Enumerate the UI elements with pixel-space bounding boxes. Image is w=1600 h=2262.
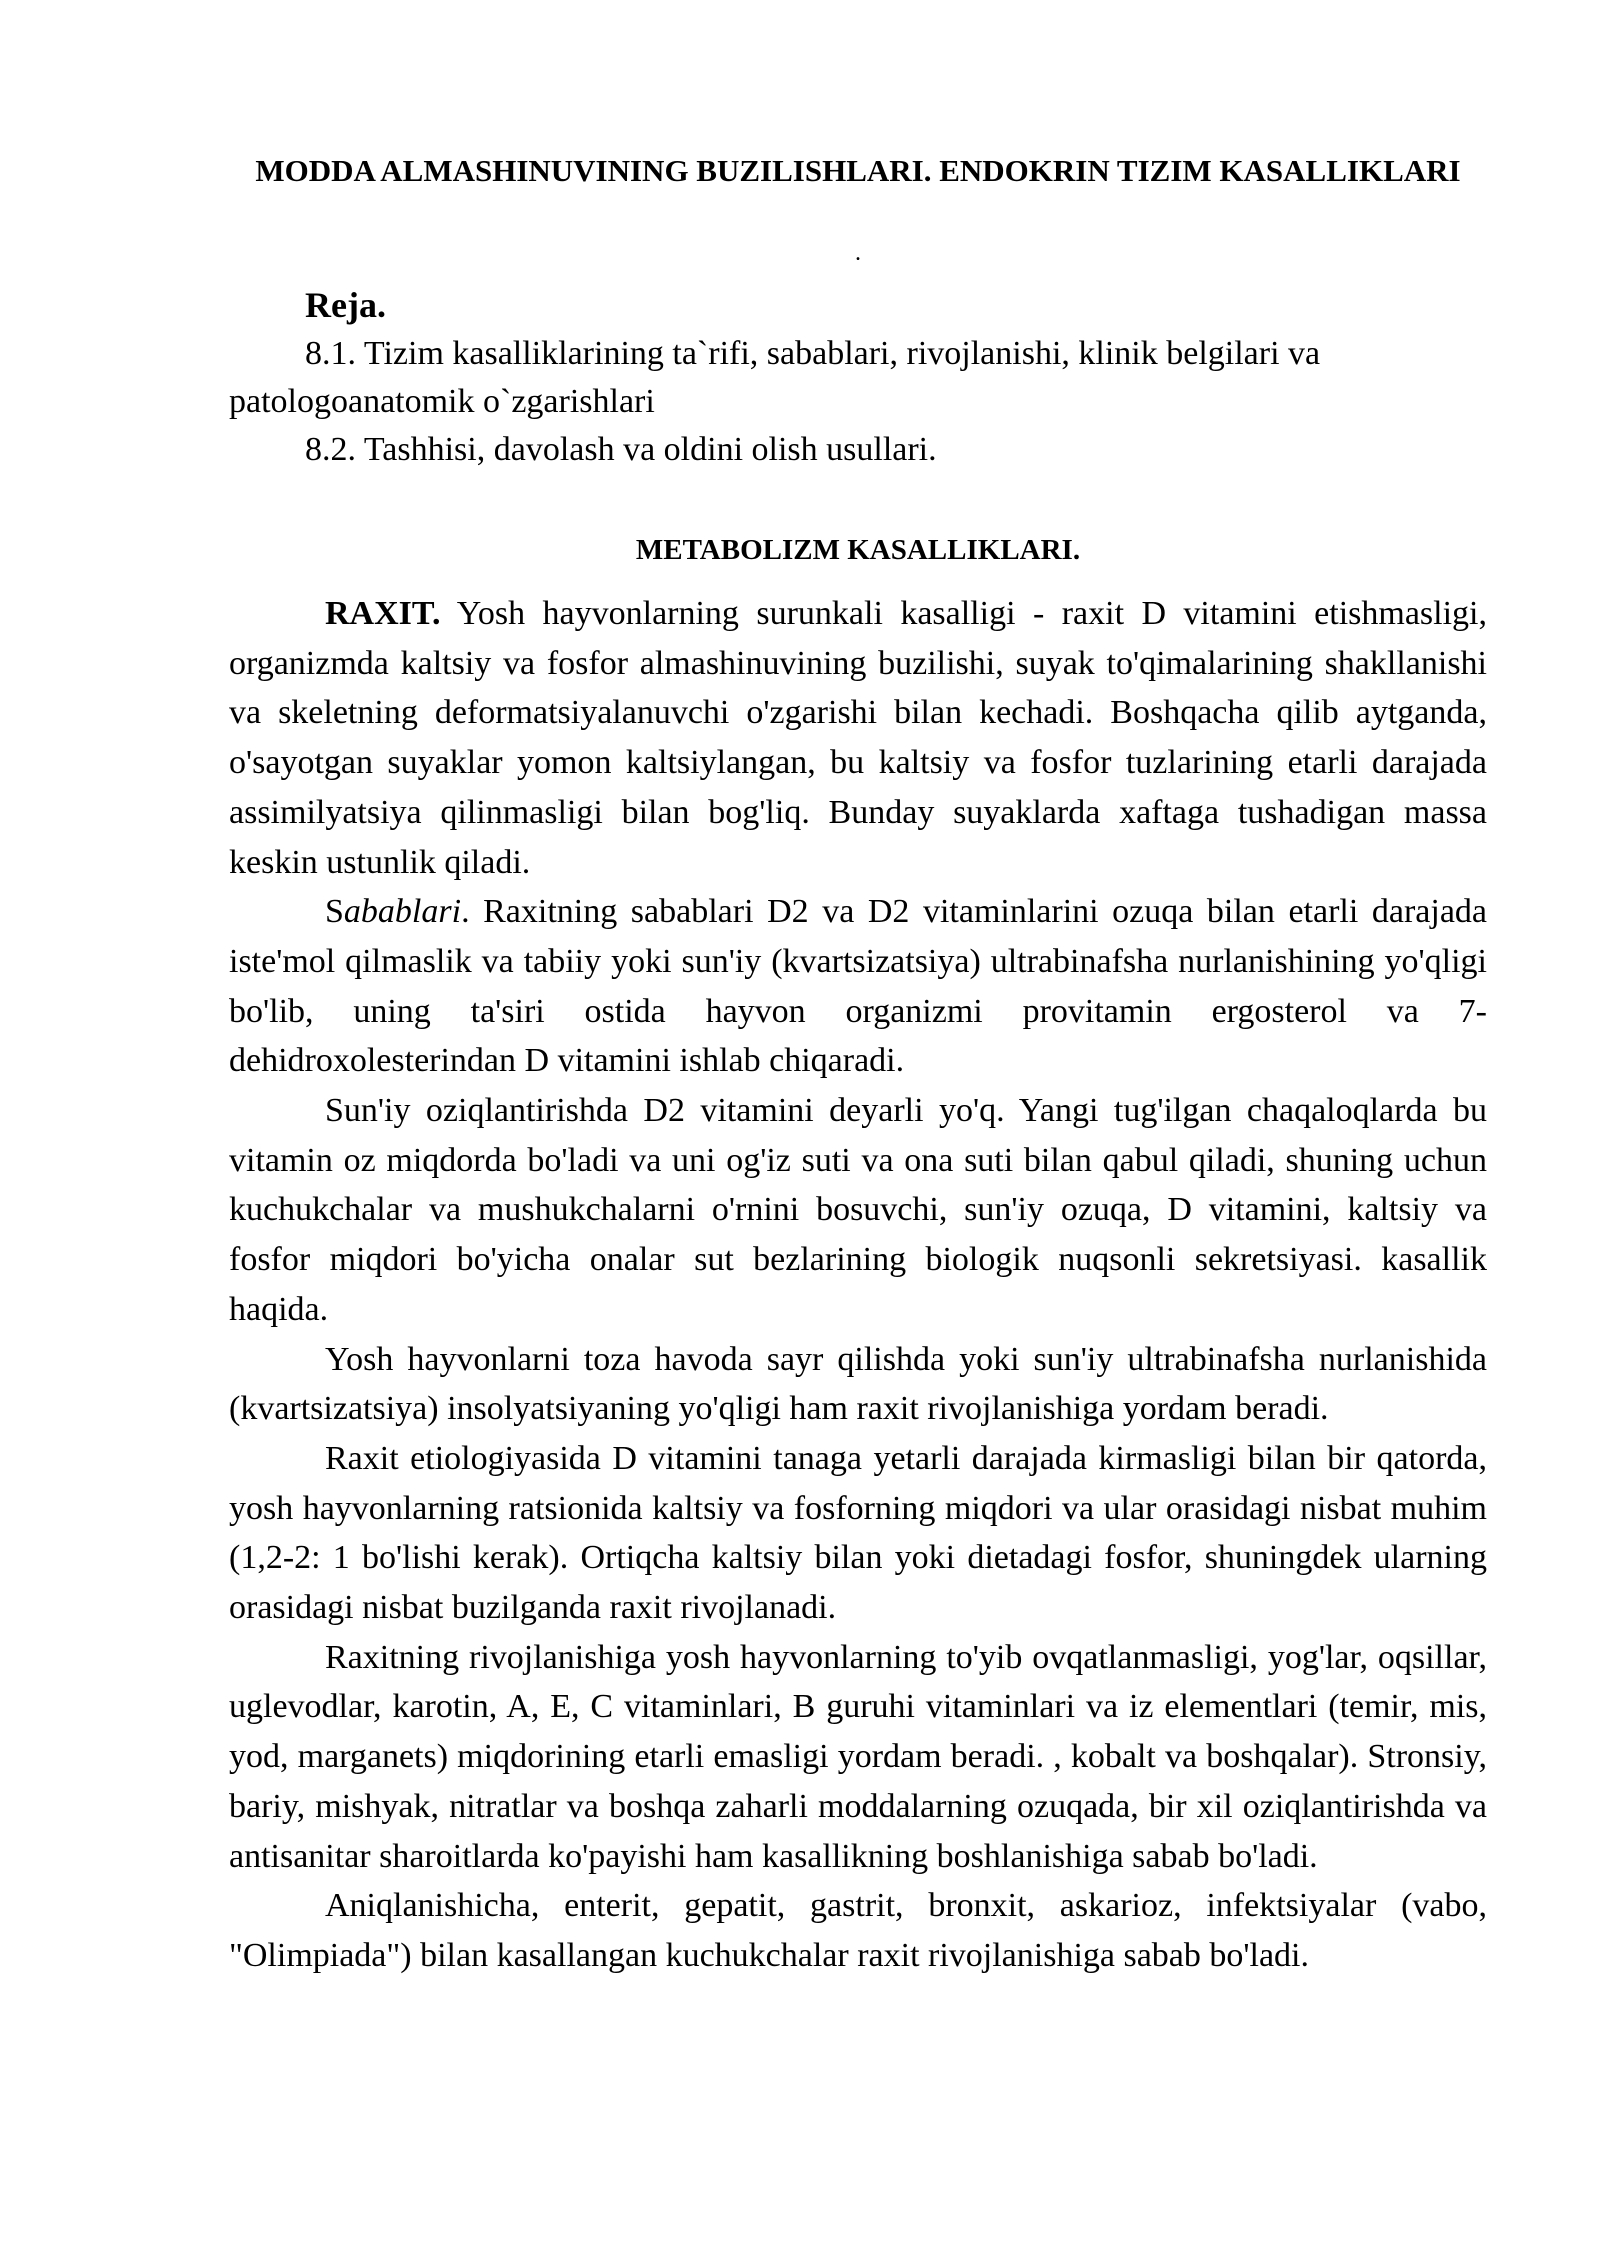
paragraph-raxit [229, 589, 1487, 887]
paragraph: Yosh hayvonlarni toza havoda sayr qilishda yoki sun'iy ultrabinafsha nurlanishida (kvartsizatsiya) insolyatsiyaning yo'qligi ham raxit rivojlanishiga yordam beradi. [229, 1340, 1487, 1428]
paragraph-lead-term: RAXIT. [325, 595, 441, 632]
paragraph: Aniqlanishicha, enterit, gepatit, gastrit, bronxit, askarioz, infektsiyalar (vabo, "Olimpiada") bilan kasallangan kuchukchalar raxit rivojlanishiga sabab bo'ladi. [229, 1887, 1487, 1974]
paragraph-sabablari [229, 887, 1487, 1086]
paragraph-lead-letter: S [325, 893, 344, 931]
section-heading: METABOLIZM KASALLIKLARI. [635, 534, 1081, 566]
paragraph-lead-term: ababl [343, 893, 422, 931]
body-text [229, 589, 1487, 1981]
document-title: MODDA ALMASHINUVINING BUZILISHLARI. ENDOKRIN TIZIM KASALLIKLARI [255, 153, 1461, 188]
plan-item: 8.1. Tizim kasalliklarining ta`rifi, sabablari, rivojlanishi, klinik belgilari va patologoanatomik o`zgarishlari [229, 335, 1321, 420]
paragraph: Raxit etiologiyasida D vitamini tanaga yetarli darajada kirmasligi bilan bir qatorda, yosh hayvonlarning ratsionida kaltsiy va fosforning miqdori va ular orasidagi nisbat muhim (1,2-2: 1 bo'lishi kerak). Ortiqcha kaltsiy bilan yoki dietadagi fosfor, shuningdek ularning orasidagi nisbat buzilganda raxit rivojlanadi. [229, 1439, 1487, 1627]
paragraph-text: Yosh hayvonlarning surunkali kasalligi - raxit D vitamini etishmasligi, organizmda kaltsiy va fosfor almashinuvining buzilishi, suyak to'qimalarining shakllanishi va skeletning deformatsiyalanuvchi o'zgarishi bilan kechadi. Boshqacha qilib aytganda, o'sayotgan suyaklar yomon kaltsiylangan, bu kaltsiy va fosfor tuzlarining etarli darajada assimilyatsiya qilinmasligi bilan bog'liq. Bunday suyaklarda xaftaga tushadigan massa keskin ustunlik qiladi. [229, 595, 1487, 881]
plan-heading: Reja. [305, 285, 386, 325]
plan-list [229, 330, 1487, 474]
plan-item: 8.2. Tashhisi, davolash va oldini olish usullari. [305, 431, 937, 468]
paragraph-lead-term-end: ari [421, 893, 462, 931]
paragraph: Sun'iy oziqlantirishda D2 vitamini deyarli yo'q. Yangi tug'ilgan chaqaloqlarda bu vitamin oz miqdorda bo'ladi va uni og'iz suti va ona suti bilan qabul qiladi, shuning uchun kuchukchalar va mushukchalarni o'rnini bosuvchi, sun'iy ozuqa, D vitamini, kaltsiy va fosfor miqdori bo'yicha onalar sut bezlarining biologik nuqsonli sekretsiyasi. kasallik haqida. [229, 1092, 1487, 1328]
paragraph: Raxitning rivojlanishiga yosh hayvonlarning to'yib ovqatlanmasligi, yog'lar, oqsillar, uglevodlar, karotin, A, E, C vitaminlari, B guruhi vitaminlari va iz elementlari (temir, mis, yod, marganets) miqdorining etarli emasligi yordam beradi. , kobalt va boshqalar). Stronsiy, bariy, mishyak, nitratlar va boshqa zaharli moddalarning ozuqada, bir xil oziqlantirishda va antisanitar sharoitlarda ko'payishi ham kasallikning boshlanishiga sabab bo'ladi. [229, 1638, 1487, 1875]
paragraph-text: . Raxitning sabablari D2 va D2 vitaminlarini ozuqa bilan etarli darajada iste'mol qilmaslik va tabiiy yoki sun'iy (kvartsizatsiya) ultrabinafsha nurlanishining yo'qligi bo'lib, uning ta'siri ostida hayvon organizmi provitamin ergosterol va 7-dehidroxolesterindan D vitamini ishlab chiqaradi. [229, 893, 1487, 1080]
title-dot: . [855, 240, 861, 266]
